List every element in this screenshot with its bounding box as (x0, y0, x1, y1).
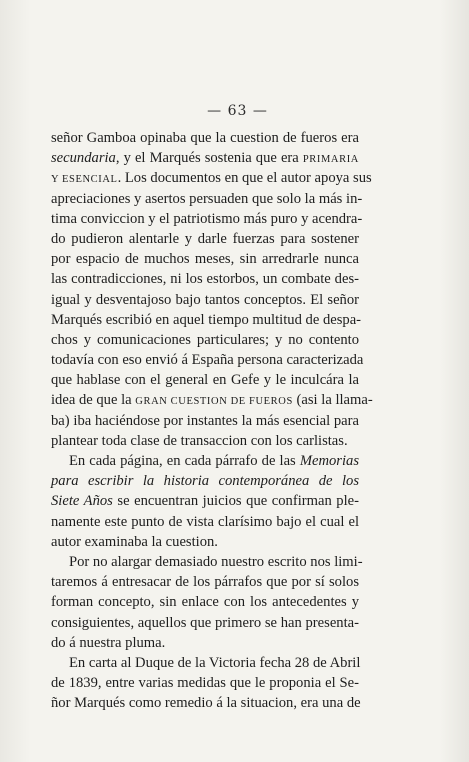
text-run: do á nuestra pluma. (51, 634, 166, 651)
text-line (51, 330, 359, 350)
body-text (51, 128, 373, 713)
text-line (51, 229, 359, 249)
text-run: por espacio de muchos meses, sin arredrarle nunca (51, 251, 359, 268)
text-line (51, 451, 359, 471)
text-run: forman concepto, sin enlace con los antecedentes y (51, 594, 359, 611)
text-line (51, 269, 359, 289)
text-line (51, 148, 359, 168)
text-line (51, 633, 359, 653)
text-run: ñor Marqués como remedio á la situacion, era una de (51, 695, 361, 712)
text-run: que hablase con el general en Gefe y le inculcára la (51, 372, 359, 389)
text-line (51, 209, 363, 229)
page-number: — 63 — (207, 103, 268, 119)
italic-run: secundaria (51, 150, 116, 167)
text-run: . Los documentos en que el autor apoya sus (117, 170, 372, 187)
text-run: , y el Marqués sostenia que era (115, 150, 303, 167)
text-line (51, 532, 359, 552)
text-line (51, 572, 359, 592)
text-run: En carta al Duque de la Victoria fecha 28 de Abril (69, 654, 361, 671)
text-line (51, 512, 359, 532)
text-run: autor examinaba la cuestion. (51, 533, 218, 550)
italic-run: para escribir la historia contemporánea de los (51, 473, 359, 490)
text-run: Marqués escribió en aquel tiempo multitud de despa- (51, 311, 362, 328)
text-line (51, 592, 359, 612)
text-line (51, 693, 359, 713)
italic-run: Memorias (299, 453, 359, 469)
text-line (51, 350, 364, 370)
text-run: apreciaciones y asertos persuaden que solo la más in- (51, 190, 363, 207)
text-line (51, 653, 359, 673)
text-run: Por no alargar demasiado nuestro escrito nos limi- (69, 553, 363, 570)
text-line (51, 390, 373, 410)
text-run: taremos á entresacar de los párrafos que por sí solos (51, 574, 359, 591)
small-caps-run: Y ESENCIAL (51, 174, 118, 186)
text-run: se encuentran juicios que confirman ple- (112, 493, 359, 510)
text-run: igual y desventajoso bajo tantos conceptos. El señor (51, 291, 359, 308)
text-line (51, 673, 359, 693)
text-run: idea de que la (51, 392, 136, 409)
text-line (51, 128, 359, 148)
text-run: tima conviccion y el patriotismo más puro y acendra- (51, 210, 363, 227)
italic-run: Siete Años (51, 493, 113, 510)
text-run: do pudieron alentarle y darle fuerzas para sostener (51, 230, 359, 247)
text-line (51, 249, 359, 269)
small-caps-run: GRAN CUESTION DE FUEROS (135, 396, 293, 408)
text-line (51, 431, 359, 451)
text-run: (asi la llama- (292, 392, 373, 409)
text-run: señor Gamboa opinaba que la cuestion de fueros era (51, 130, 359, 146)
text-run: chos y comunicaciones particulares; y no contento (51, 331, 359, 348)
text-run: todavía con eso envió á España persona caracterizada (51, 352, 364, 369)
small-caps-run: PRIMARIA (302, 154, 359, 166)
text-line (51, 613, 359, 633)
text-line (51, 491, 359, 511)
text-line (51, 552, 363, 572)
text-run: plantear toda clase de transaccion con los carlistas. (51, 432, 348, 449)
text-line (51, 411, 359, 431)
text-run: En cada página, en cada párrafo de las (69, 453, 300, 469)
text-line (51, 310, 362, 330)
text-run: consiguientes, aquellos que primero se han presenta- (51, 614, 359, 631)
text-run: las contradicciones, ni los estorbos, un combate des- (51, 271, 359, 288)
text-line (51, 370, 359, 390)
text-line (51, 290, 359, 310)
text-run: namente este punto de vista clarísimo bajo el cual el (51, 513, 359, 530)
text-run: ba) iba haciéndose por instantes la más esencial para (51, 412, 359, 429)
text-line (51, 189, 363, 209)
text-line (51, 168, 372, 188)
text-run: de 1839, entre varias medidas que le proponia el Se- (51, 675, 359, 692)
text-line (51, 471, 359, 491)
